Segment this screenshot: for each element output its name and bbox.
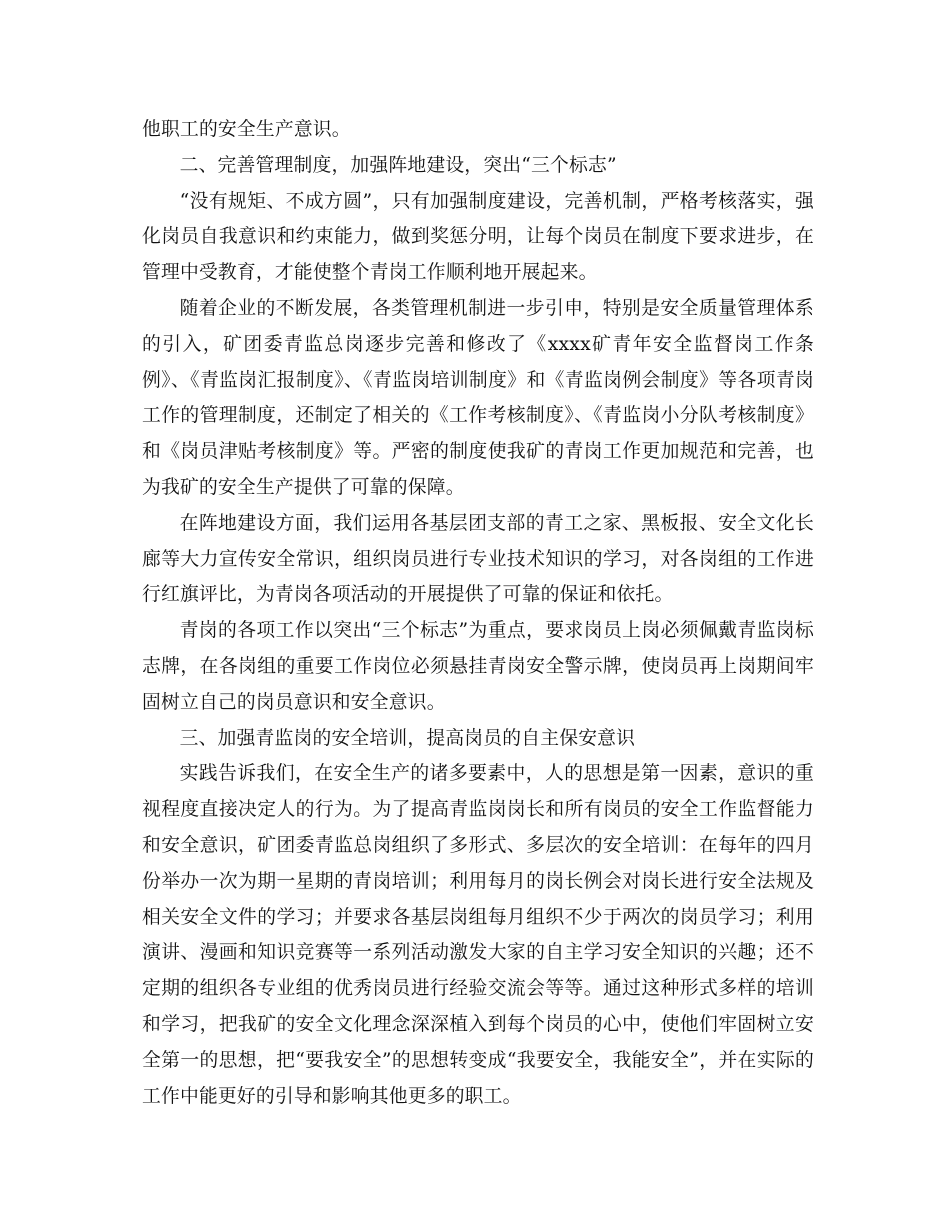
paragraph-management-system: 随着企业的不断发展，各类管理机制进一步引申，特别是安全质量管理体系的引入，矿团委青监总岗逐步完善和修改了《xxxx矿青年安全监督岗工作条例》、《青监岗汇报制度》、《青监岗培训制度》和《青监岗例会制度》等各项青岗工作的管理制度，还制定了相关的《工作考核制度》、《青监岗小分队考核制度》和《岗员津贴考核制度》等。严密的制度使我矿的青岗工作更加规范和完善，也为我矿的安全生产提供了可靠的保障。 bbox=[142, 297, 814, 498]
paragraph-safety-training: 实践告诉我们，在安全生产的诸多要素中，人的思想是第一因素，意识的重视程度直接决定人的行为。为了提高青监岗岗长和所有岗员的安全工作监督能力和安全意识，矿团委青监总岗组织了多形式、多层次的安全培训：在每年的四月份举办一次为期一星期的青岗培训；利用每月的岗长例会对岗长进行安全法规及相关安全文件的学习；并要求各基层岗组每月组织不少于两次的岗员学习；利用演讲、漫画和知识竞赛等一系列活动激发大家的自主学习安全知识的兴趣；还不定期的组织各专业组的优秀岗员进行经验交流会等等。通过这种形式多样的培训和学习，把我矿的安全文化理念深深植入到每个岗员的心中，使他们牢固树立安全第一的思想，把“要我安全”的思想转变成“我要安全，我能安全”，并在实际的工作中能更好的引导和影响其他更多的职工。 bbox=[142, 763, 814, 1107]
paragraph-three-signs: 青岗的各项工作以突出“三个标志”为重点，要求岗员上岗必须佩戴青监岗标志牌，在各岗组的重要工作岗位必须悬挂青岗安全警示牌，使岗员再上岗期间牢固树立自己的岗员意识和安全意识。 bbox=[142, 620, 814, 713]
paragraph-rules: “没有规矩、不成方圆”，只有加强制度建设，完善机制，严格考核落实，强化岗员自我意识和约束能力，做到奖惩分明，让每个岗员在制度下要求进步，在管理中受教育，才能使整个青岗工作顺利地开展起来。 bbox=[142, 190, 814, 284]
section-heading-3: 三、加强青监岗的安全培训，提高岗员的自主保安意识 bbox=[179, 727, 636, 749]
document-page bbox=[142, 112, 814, 1114]
paragraph-position-building: 在阵地建设方面，我们运用各基层团支部的青工之家、黑板报、安全文化长廊等大力宣传安全常识，组织岗员进行专业技术知识的学习，对各岗组的工作进行红旗评比，为青岗各项活动的开展提供了可靠的保证和依托。 bbox=[142, 512, 814, 606]
paragraph-continuation: 他职工的安全生产意识。 bbox=[142, 119, 351, 140]
section-heading-2: 二、完善管理制度，加强阵地建设，突出“三个标志” bbox=[179, 154, 617, 176]
